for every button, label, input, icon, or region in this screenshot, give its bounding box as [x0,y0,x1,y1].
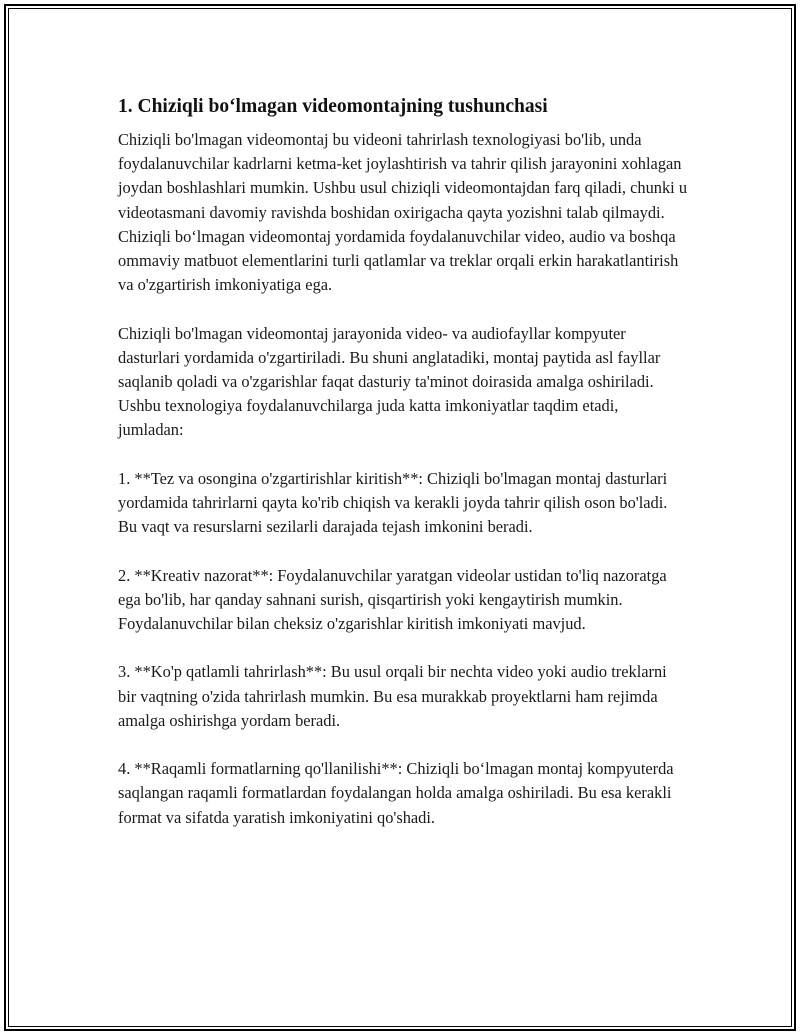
paragraph-intro: Chiziqli bo'lmagan videomontaj bu videoni tahrirlash texnologiyasi bo'lib, unda foydalanuvchilar kadrlarni ketma-ket joylashtirish va tahrir qilish jarayonini xohlagan joydan boshlashlari mumkin. Ushbu usul chiziqli videomontajdan farq qiladi, chunki u videotasmani davomiy ravishda boshidan oxirigacha qayta yozishni talab qilmaydi. Chiziqli bo‘lmagan videomontaj yordamida foydalanuvchilar video, audio va boshqa ommaviy matbuot elementlarini turli qatlamlar va treklar orqali erkin harakatlantirish va o'zgartirish imkoniyatiga ega. [118,130,688,295]
list-item-digital-formats: 4. **Raqamli formatlarning qo'llanilishi**: Chiziqli bo‘lmagan montaj kompyuterda saqlangan raqamli formatlardan foydalangan holda amalga oshiriladi. Bu esa kerakli format va sifatda yaratish imkoniyatini qo'shadi. [118,759,674,827]
paragraph-process: Chiziqli bo'lmagan videomontaj jarayonida video- va audiofayllar kompyuter dasturlari yordamida o'zgartiriladi. Bu shuni anglatadiki, montaj paytida asl fayllar saqlanib qoladi va o'zgarishlar faqat dasturiy ta'minot doirasida amalga oshiriladi. Ushbu texnologiya foydalanuvchilarga juda katta imkoniyatlar taqdim etadi, jumladan: [118,323,661,440]
section-title: 1. Chiziqli bo‘lmagan videomontajning tushunchasi [118,96,548,117]
document-body [118,94,688,830]
list-item-creative-control: 2. **Kreativ nazorat**: Foydalanuvchilar yaratgan videolar ustidan to'liq nazoratga ega bo'lib, har qanday sahnani surish, qisqartirish yoki kengaytirish mumkin. Foydalanuvchilar bilan cheksiz o'zgarishlar kiritish imkoniyati mavjud. [118,565,667,634]
list-item-multilayer-editing: 3. **Ko'p qatlamli tahrirlash**: Bu usul orqali bir nechta video yoki audio treklarni bir vaqtning o'zida tahrirlash mumkin. Bu esa murakkab proyektlarni ham rejimda amalga oshirishga yordam beradi. [118,662,667,730]
list-item-quick-edits: 1. **Tez va osongina o'zgartirishlar kiritish**: Chiziqli bo'lmagan montaj dasturlari yordamida tahrirlarni qayta ko'rib chiqish va kerakli joyda tahrir qilish oson bo'ladi. Bu vaqt va resurslarni sezilarli darajada tejash imkonini beradi. [118,468,668,537]
